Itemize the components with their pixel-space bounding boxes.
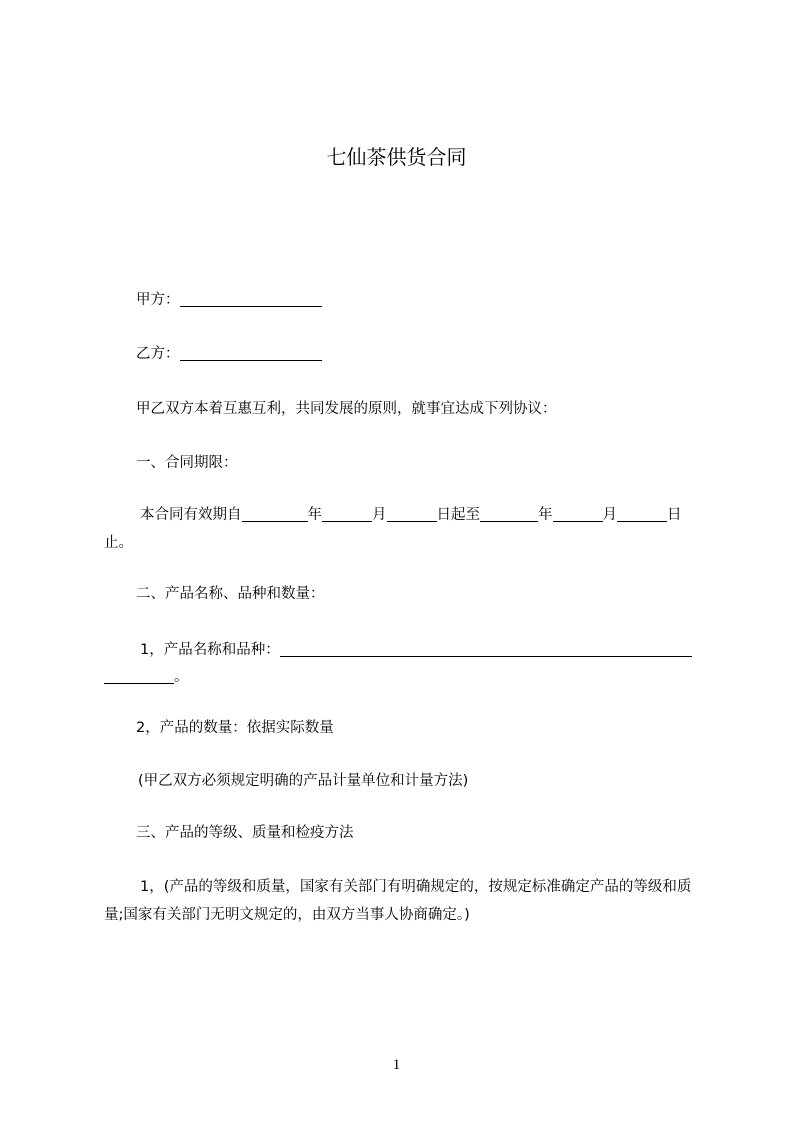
product-name-blank-continued[interactable] xyxy=(104,669,174,684)
start-day-label: 日起至 xyxy=(436,507,480,523)
document-title: 七仙茶供货合同 xyxy=(326,145,467,169)
start-month-blank[interactable] xyxy=(322,507,372,522)
section3-heading: 三、产品的等级、质量和检疫方法 xyxy=(136,825,354,841)
end-day-blank[interactable] xyxy=(617,507,667,522)
end-year-label: 年 xyxy=(538,507,553,523)
party-b-label: 乙方： xyxy=(136,346,180,362)
product-name-end: 。 xyxy=(174,669,189,685)
start-year-label: 年 xyxy=(307,507,322,523)
page-number: 1 xyxy=(392,1057,401,1073)
product-name-continuation xyxy=(104,663,704,691)
start-year-blank[interactable] xyxy=(242,507,308,522)
validity-line xyxy=(104,501,740,529)
end-year-blank[interactable] xyxy=(480,507,538,522)
product-quantity-line: 2，产品的数量：依据实际数量 xyxy=(136,720,334,736)
grade-quality-paragraph: 1，(产品的等级和质量，国家有关部门有明确规定的，按规定标准确定产品的等级和质量;国家有关部门无明文规定的，由双方当事人协商确定。) xyxy=(104,879,692,923)
validity-prefix: 本合同有效期自 xyxy=(140,507,242,523)
intro-paragraph: 甲乙双方本着互惠互利，共同发展的原则，就事宜达成下列协议： xyxy=(136,401,557,417)
product-name-label: 1，产品名称和品种： xyxy=(140,642,280,658)
validity-end: 止。 xyxy=(104,535,133,551)
end-month-label: 月 xyxy=(602,507,617,523)
party-a-label: 甲方： xyxy=(136,292,180,308)
section2-heading: 二、产品名称、品种和数量： xyxy=(136,586,325,602)
section1-heading: 一、合同期限： xyxy=(136,455,238,471)
party-b-blank[interactable] xyxy=(180,346,322,361)
quantity-note: (甲乙双方必须规定明确的产品计量单位和计量方法) xyxy=(138,773,469,789)
end-month-blank[interactable] xyxy=(553,507,603,522)
party-b-line xyxy=(104,340,736,368)
party-a-line xyxy=(104,286,736,314)
start-month-label: 月 xyxy=(372,507,387,523)
product-name-line xyxy=(104,636,740,664)
party-a-blank[interactable] xyxy=(180,292,322,307)
product-name-blank[interactable] xyxy=(280,642,692,657)
end-day-label: 日 xyxy=(667,507,682,523)
start-day-blank[interactable] xyxy=(387,507,437,522)
